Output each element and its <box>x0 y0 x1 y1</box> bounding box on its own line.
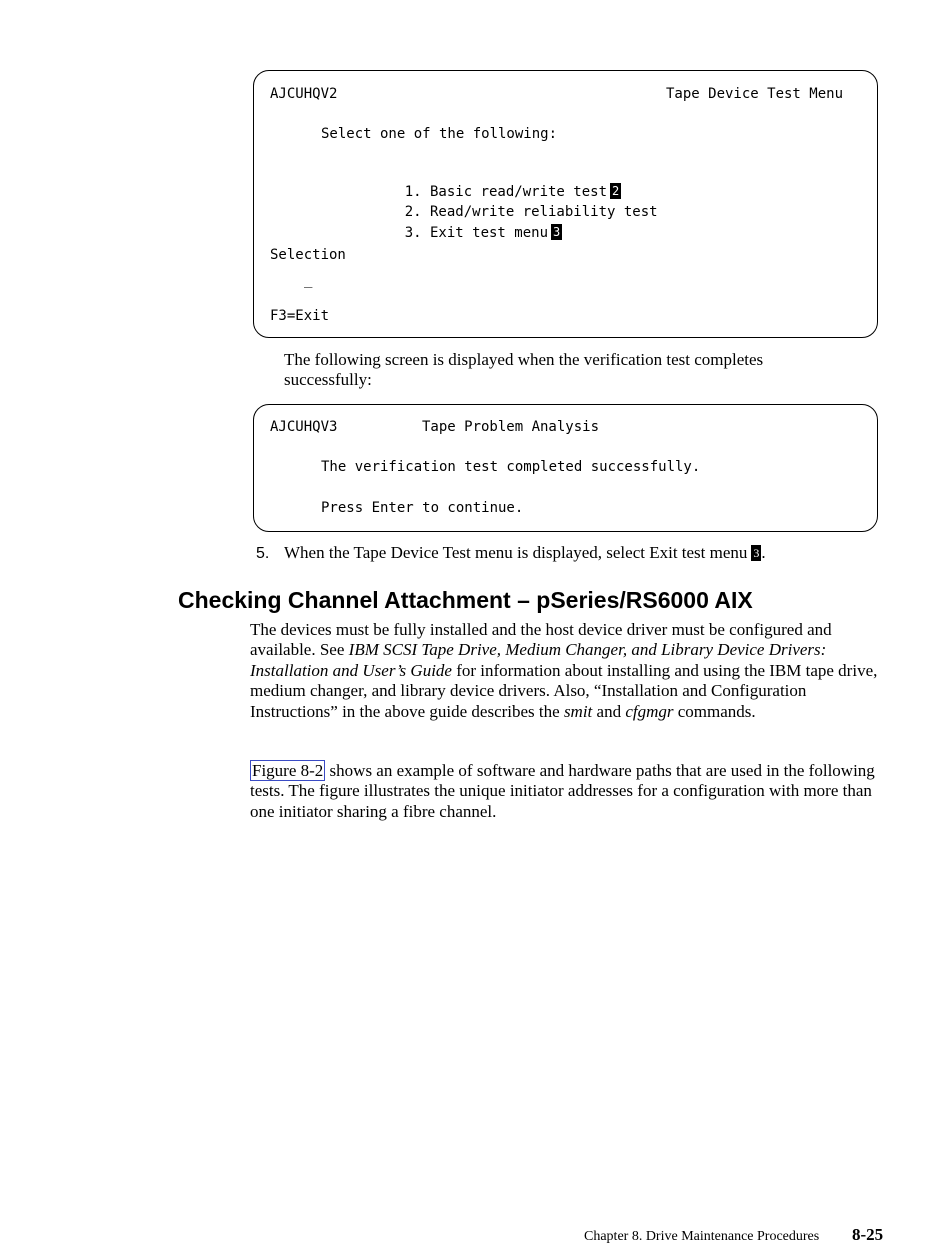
para-text: shows an example of software and hardware paths that are used in the following tests. The figure illustrates the unique initiator addresses for a configuration with more than one initiator sharing a fibre channel. <box>250 761 875 821</box>
para-text: commands. <box>673 701 756 721</box>
section-heading: Checking Channel Attachment – pSeries/RS6000 AIX <box>178 587 753 613</box>
screen-title: Tape Device Test Menu <box>666 86 844 102</box>
step-end: . <box>761 543 766 562</box>
selection-label: Selection <box>270 247 346 263</box>
para-text: for information about installing and using the IBM tape drive, medium changer, and library device drivers. Also, “Installation and Configuration Instructions” in the above guide describes the <box>250 660 878 721</box>
f3-exit-key[interactable]: F3=Exit <box>270 308 330 324</box>
figure-reference-paragraph <box>250 761 885 822</box>
selection-input[interactable]: _ <box>304 272 313 288</box>
screen-id: AJCUHQV2 <box>270 86 338 102</box>
step-5-text <box>284 543 904 563</box>
footer-chapter: Chapter 8. Drive Maintenance Procedures <box>584 1229 820 1244</box>
success-message: The verification test completed successfully. <box>321 459 701 475</box>
callout-badge: 3 <box>553 225 561 239</box>
command-smit: smit <box>563 701 593 721</box>
step-text: When the Tape Device Test menu is displayed, select Exit test menu <box>284 543 748 562</box>
figure-8-2-link[interactable]: Figure 8-2 <box>252 761 324 780</box>
menu-option-label: 1. Basic read/write test <box>404 184 608 200</box>
menu-option-3[interactable] <box>371 206 562 260</box>
step-number: 5. <box>256 545 270 562</box>
book-title: IBM SCSI Tape Drive, Medium Changer, and Library Device Drivers: Installation and User’s Guide <box>250 640 827 680</box>
para-text: The devices must be fully installed and the host device driver must be configured and available. See <box>250 620 832 660</box>
screen-id: AJCUHQV3 <box>270 419 338 435</box>
menu-option-label: 2. Read/write reliability test <box>404 204 658 220</box>
device-driver-paragraph <box>250 620 885 722</box>
menu-prompt: Select one of the following: <box>321 126 558 142</box>
callout-badge: 2 <box>612 184 620 198</box>
command-cfgmgr: cfgmgr <box>625 701 674 721</box>
intro-paragraph: The following screen is displayed when the verification test completes successfully: <box>284 350 764 390</box>
callout-badge: 3 <box>753 546 760 560</box>
para-text: and <box>592 701 626 721</box>
tape-problem-analysis-screen <box>253 404 878 532</box>
screen-title: Tape Problem Analysis <box>422 419 600 435</box>
continue-prompt: Press Enter to continue. <box>321 500 524 516</box>
page-number: 8-25 <box>852 1225 884 1244</box>
tape-device-test-menu-screen <box>253 70 878 338</box>
menu-option-label: 3. Exit test menu <box>404 225 549 241</box>
